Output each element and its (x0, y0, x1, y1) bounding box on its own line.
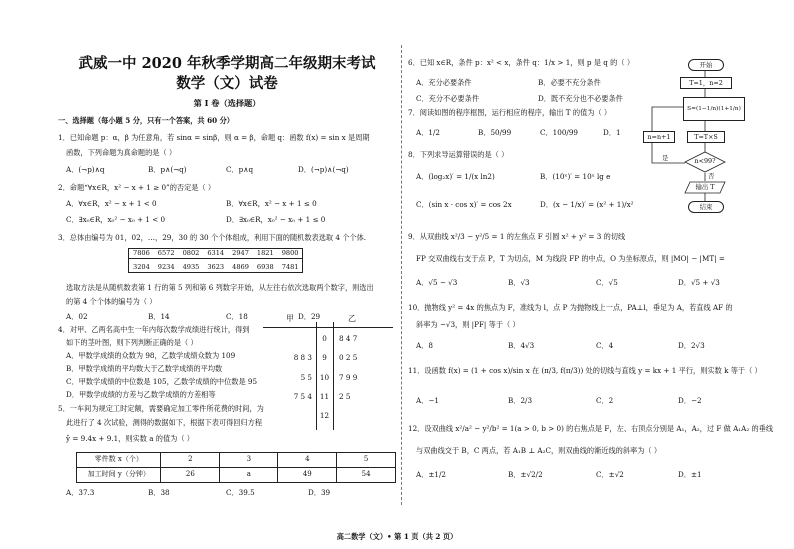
stem-leaf-right-0: 8 4 7 (339, 334, 358, 343)
q3-stem: 3．总体由编号为 01，02，…，29，30 的 30 个个体组成，利用下面的随机数表选取 4 个个体. (58, 233, 367, 242)
table-cell: 6314 (207, 249, 225, 257)
table-row (77, 468, 396, 483)
q4-option-c: C．甲数学成绩的中位数是 105，乙数学成绩的中位数是 95 (66, 377, 258, 386)
flowchart-condition: n<99? (694, 157, 716, 165)
q9-line2: FP 交双曲线右支于点 P，T 为切点，M 为线段 FP 的中点，O 为坐标原点，则 |MO| − |MT| = (416, 254, 725, 263)
q2-option-d: D．∃x₀∈R，x₀² − x₀ + 1 ≤ 0 (226, 215, 326, 224)
flowchart-no-label: 否 (708, 172, 715, 180)
q3-option-c: C．18 (226, 312, 248, 321)
q5-option-b: B．38 (148, 488, 170, 497)
q11-option-d: D．−2 (678, 396, 702, 405)
table-cell: 3204 (133, 262, 150, 271)
q1-option-d: D．(¬p)∧(¬q) (298, 165, 349, 174)
table-cell: 9800 (281, 249, 299, 257)
table-cell: 4869 (232, 262, 249, 271)
table-cell: 7806 (133, 249, 150, 257)
q10-option-c: C．4 (596, 341, 614, 350)
table-cell: 2947 (232, 249, 249, 257)
q7-stem: 7．阅读如图的程序框图，运行相应的程序，输出 T 的值为（ ） (408, 108, 612, 117)
q11-option-b: B．2/3 (508, 396, 533, 405)
q1-option-c: C．p∧q (226, 165, 254, 174)
stem-leaf-stem-0: 0 (322, 334, 327, 343)
q9-line1: 9．从双曲线 x²/3 − y²/5 = 1 的左焦点 F 引圆 x² + y² = 3 的切线 (408, 232, 626, 241)
stem-leaf-rule (263, 327, 393, 328)
q2-option-c: C．∃x₀∈R，x₀² − x₀ + 1 < 0 (66, 215, 166, 224)
q11-stem: 11．设函数 f(x) = (1 + cos x)/sin x 在 (π/3, f(π/3)) 处的切线与直线 y = kx + 1 平行，则实数 k 等于（ ） (408, 366, 762, 375)
table-cell: a (220, 468, 278, 483)
q7-option-d: D．1 (603, 128, 621, 137)
q10-option-b: B．4√3 (508, 341, 535, 350)
flowchart-increment: n=n+1 (643, 131, 675, 143)
flowchart-assign-t: T=T×S (687, 131, 725, 143)
flowchart-assign-s: S=(1−1/n)(1+1/n) (683, 97, 745, 121)
stem-leaf-stem-4: 12 (319, 411, 330, 420)
q5-line2: 此进行了 4 次试验，测得的数据如下，根据下表可得回归方程 (66, 418, 263, 427)
table-row (129, 258, 303, 272)
q8-option-c: C．(sin x · cos x)′ = cos 2x (416, 200, 512, 209)
table-cell: 6572 (157, 249, 175, 257)
q12-line2: 与双曲线交于 B，C 两点，若 A₁B ⊥ A₂C，则双曲线的渐近线的斜率为（ ） (416, 446, 662, 455)
q10-line2: 斜率为 −√3，则 |PF| 等于（ ） (416, 320, 520, 329)
q12-line1: 12．设双曲线 x²/a² − y²/b² = 1(a > 0, b > 0) 的右焦点是 F，左、右顶点分别是 A₁，A₂，过 F 做 A₁A₂ 的垂线 (408, 424, 774, 433)
q1-line2: 函数，下列命题为真命题的是（ ） (66, 148, 177, 157)
page-footer: 高二数学（文）• 第 1 页（共 2 页） (336, 532, 458, 541)
section-heading: 一、选择题（每小题 5 分，只有一个答案，共 60 分） (58, 116, 234, 125)
q12-option-d: D．±1 (678, 470, 702, 479)
q1-line1: 1．已知命题 p：α，β 为任意角，若 sinα = sinβ，则 α = β，命题 q：函数 f(x) = sin x 是周期 (58, 133, 370, 142)
q12-option-a: A．±1/2 (416, 470, 446, 479)
exam-title: 武威一中 2020 年秋季学期高二年级期末考试 (78, 55, 376, 72)
table-cell: 54 (337, 468, 396, 483)
stem-leaf-header-left: 甲 (286, 314, 294, 323)
table-cell: 0802 (182, 249, 200, 257)
q2-option-a: A．∀x∈R，x² − x + 1 < 0 (66, 199, 157, 208)
q4-line2: 如下的茎叶图，则下列判断正确的是（ ） (66, 338, 198, 347)
q3-option-b: B．14 (148, 312, 170, 321)
exam-subtitle: 数学（文）试卷 (176, 75, 278, 92)
q8-option-b: B．(10ˣ)′ = 10ˣ lg e (540, 172, 611, 181)
table-row (77, 453, 396, 468)
stem-leaf-right-3: 2 5 (339, 392, 351, 401)
table-cell: 7481 (281, 262, 299, 271)
q3-option-a: A．02 (66, 312, 88, 321)
table-row (129, 249, 303, 259)
stem-leaf-left-2: 5 5 (300, 373, 312, 382)
table-header: 零件数 x（个） (77, 453, 161, 468)
flowchart-end: 结束 (688, 201, 724, 213)
q5-option-a: A．37.3 (66, 488, 95, 497)
q4-option-a: A．甲数学成绩的众数为 98，乙数学成绩众数为 109 (66, 351, 236, 360)
stem-leaf-right-2: 7 9 9 (339, 373, 358, 382)
table-cell: 1821 (256, 249, 274, 257)
q5-option-c: C．39.5 (226, 488, 255, 497)
q9-option-c: C．√5 (596, 278, 618, 287)
q2-option-b: B．∀x∈R，x² − x + 1 ≤ 0 (226, 199, 317, 208)
q11-option-c: C．2 (596, 396, 614, 405)
q6-option-b: B．必要不充分条件 (538, 78, 601, 87)
q9-option-d: D．√5 + √3 (678, 278, 720, 287)
q3-option-d: D．29 (298, 312, 321, 321)
q6-stem: 6．已知 x∈R，条件 p：x² < x，条件 q：1/x > 1，则 p 是 q 的（ ） (408, 58, 635, 67)
q4-option-b: B．甲数学成绩的平均数大于乙数学成绩的平均数 (66, 364, 223, 373)
stem-leaf-header-right: 乙 (348, 314, 356, 323)
table-cell: 3623 (207, 262, 225, 271)
q5-table (76, 452, 396, 483)
stem-leaf-right-1: 0 2 5 (339, 353, 358, 362)
q4-line1: 4．对甲、乙两名高中生一年内每次数学成绩进行统计，得到 (58, 325, 250, 334)
q8-option-a: A．(log₂x)′ = 1/(x ln2) (416, 172, 495, 181)
q8-option-d: D．(x − 1/x)′ = (x² + 1)/x² (540, 200, 634, 209)
flowchart-init: T=1，n=2 (680, 77, 732, 89)
table-cell: 49 (278, 468, 337, 483)
q5-option-d: D．39 (308, 488, 331, 497)
q9-option-b: B．√3 (508, 278, 530, 287)
q10-option-a: A．8 (416, 341, 433, 350)
q7-option-a: A．1/2 (416, 128, 440, 137)
q7-option-c: C．100/99 (540, 128, 578, 137)
left-column (58, 0, 396, 549)
q8-stem: 8．下列求导运算错误的是（ ） (408, 150, 509, 159)
q1-option-a: A．(¬p)∧q (66, 165, 105, 174)
stem-leaf-stem-1: 9 (322, 353, 327, 362)
flowchart-start: 开始 (688, 59, 724, 71)
q3-line3: 的第 4 个个体的编号为（ ） (66, 297, 157, 306)
flowchart-yes-label: 是 (662, 154, 669, 162)
table-cell: 加工时间 y（分钟） (77, 468, 161, 483)
q11-option-a: A．−1 (416, 396, 439, 405)
q6-option-c: C．充分不必要条件 (416, 94, 480, 103)
q10-option-d: D．2√3 (678, 341, 705, 350)
q5-line3: ŷ = 9.4x + 9.1，则实数 a 的值为（ ） (66, 434, 194, 443)
q6-option-a: A．充分必要条件 (416, 78, 472, 87)
column-divider (401, 45, 402, 505)
table-cell: 9234 (157, 262, 175, 271)
volume-label: 第 I 卷（选择题） (193, 98, 261, 108)
stem-leaf-stem-3: 11 (319, 392, 330, 401)
table-header: 4 (278, 453, 337, 468)
random-number-table (128, 248, 303, 273)
table-header: 5 (337, 453, 396, 468)
table-cell: 26 (161, 468, 220, 483)
q2-stem: 2．命题“∀x∈R，x² − x + 1 ≥ 0”的否定是（ ） (58, 183, 216, 192)
stem-leaf-stem-2: 10 (319, 373, 330, 382)
q6-option-d: D．既不充分也不必要条件 (538, 94, 623, 103)
stem-leaf-left-3: 7 5 4 (293, 392, 312, 401)
q1-option-b: B．p∧(¬q) (148, 165, 187, 174)
table-header: 2 (161, 453, 220, 468)
q7-option-b: B．50/99 (478, 128, 512, 137)
table-cell: 4935 (182, 262, 200, 271)
table-cell: 6938 (256, 262, 274, 271)
q4-option-d: D．甲数学成绩的方差与乙数学成绩的方差相等 (66, 390, 216, 399)
q5-line1: 5．一车间为规定工时定额，需要确定加工零件所花费的时间，为 (58, 404, 264, 413)
q10-line1: 10．抛物线 y² = 4x 的焦点为 F，准线为 l，点 P 为抛物线上一点，PA⊥l，垂足为 A，若直线 AF 的 (408, 303, 733, 312)
q3-line2: 选取方法是从随机数表第 1 行的第 5 列和第 6 列数字开始，从左往右依次选取两个数字，则选出 (66, 283, 374, 292)
q9-option-a: A．√5 − √3 (416, 278, 458, 287)
table-header: 3 (220, 453, 278, 468)
stem-leaf-left-1: 8 8 3 (293, 353, 312, 362)
flowchart-output: 输出 T (695, 183, 715, 191)
q12-option-b: B．±√2/2 (508, 470, 543, 479)
q12-option-c: C．±√2 (596, 470, 624, 479)
stem-leaf-line-right (333, 322, 334, 430)
